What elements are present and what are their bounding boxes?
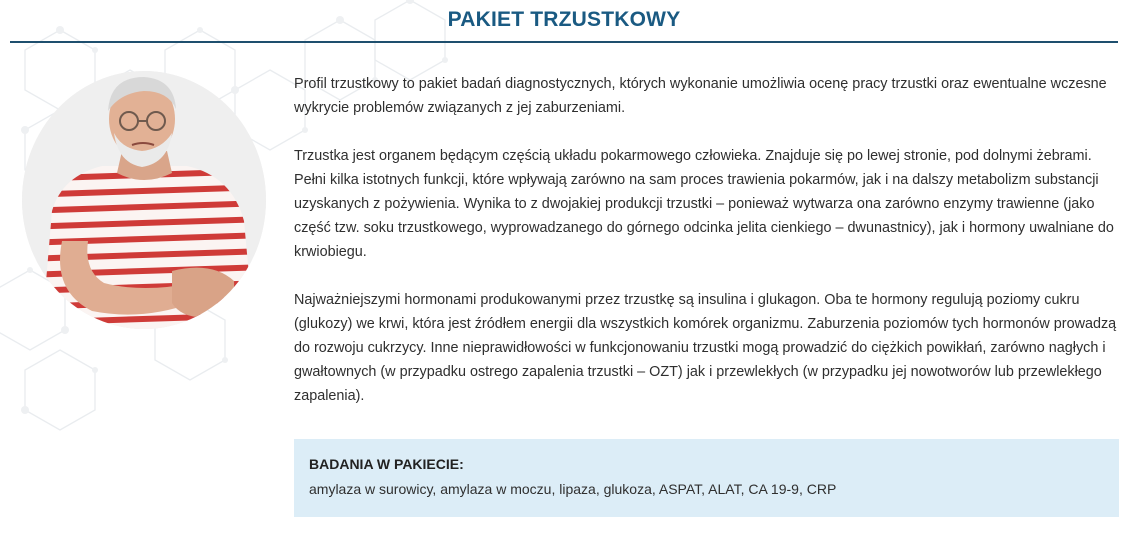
title-divider: [10, 41, 1118, 43]
page-title: PAKIET TRZUSTKOWY: [447, 8, 681, 31]
tests-panel: [294, 439, 1119, 517]
pancreas-function-paragraph: Trzustka jest organem będącym częścią układu pokarmowego człowieka. Znajduje się po lewej stronie, pod dolnymi żebrami. Pełni kilka istotnych funkcji, które wpływają zarówno na sam proces trawienia pokarmów, jak i na dalszy metabolizm substancji uzyskanych z pożywienia. Wynika to z dwojakiej produkcji trzustki – ponieważ wytwarza ona zarówno enzymy trawienne (jako część tzw. soku trzustkowego, wyprowadzanego do górnego odcinka jelita cienkiego – dwunastnicy), jak i hormony uwalniane do krwiobiegu.: [294, 148, 1114, 260]
hormones-paragraph: Najważniejszymi hormonami produkowanymi przez trzustkę są insulina i glukagon. Oba te hormony regulują poziomy cukru (glukozy) we krwi, która jest źródłem energii dla wszystkich komórek organizmu. Zaburzenia poziomów tych hormonów prowadzą do rozwoju cukrzycy. Inne nieprawidłowości w funkcjonowaniu trzustki mogą prowadzić do ciężkich powikłań, zarówno nagłych i gwałtownych (w przypadku ostrego zapalenia trzustki – OZT) jak i przewlekłych (w przypadku jej nowotworów lub przewlekłego zapalenia).: [294, 292, 1117, 404]
intro-paragraph: Profil trzustkowy to pakiet badań diagnostycznych, których wykonanie umożliwia ocenę pracy trzustki oraz ewentualne wczesne wykrycie problemów związanych z jej zaburzeniami.: [294, 76, 1107, 116]
tests-list: amylaza w surowicy, amylaza w moczu, lipaza, glukoza, ASPAT, ALAT, CA 19-9, CRP: [309, 481, 837, 497]
description-section: [294, 72, 1118, 432]
portrait-photo: [22, 71, 266, 329]
tests-heading: BADANIA W PAKIECIE:: [309, 456, 464, 472]
